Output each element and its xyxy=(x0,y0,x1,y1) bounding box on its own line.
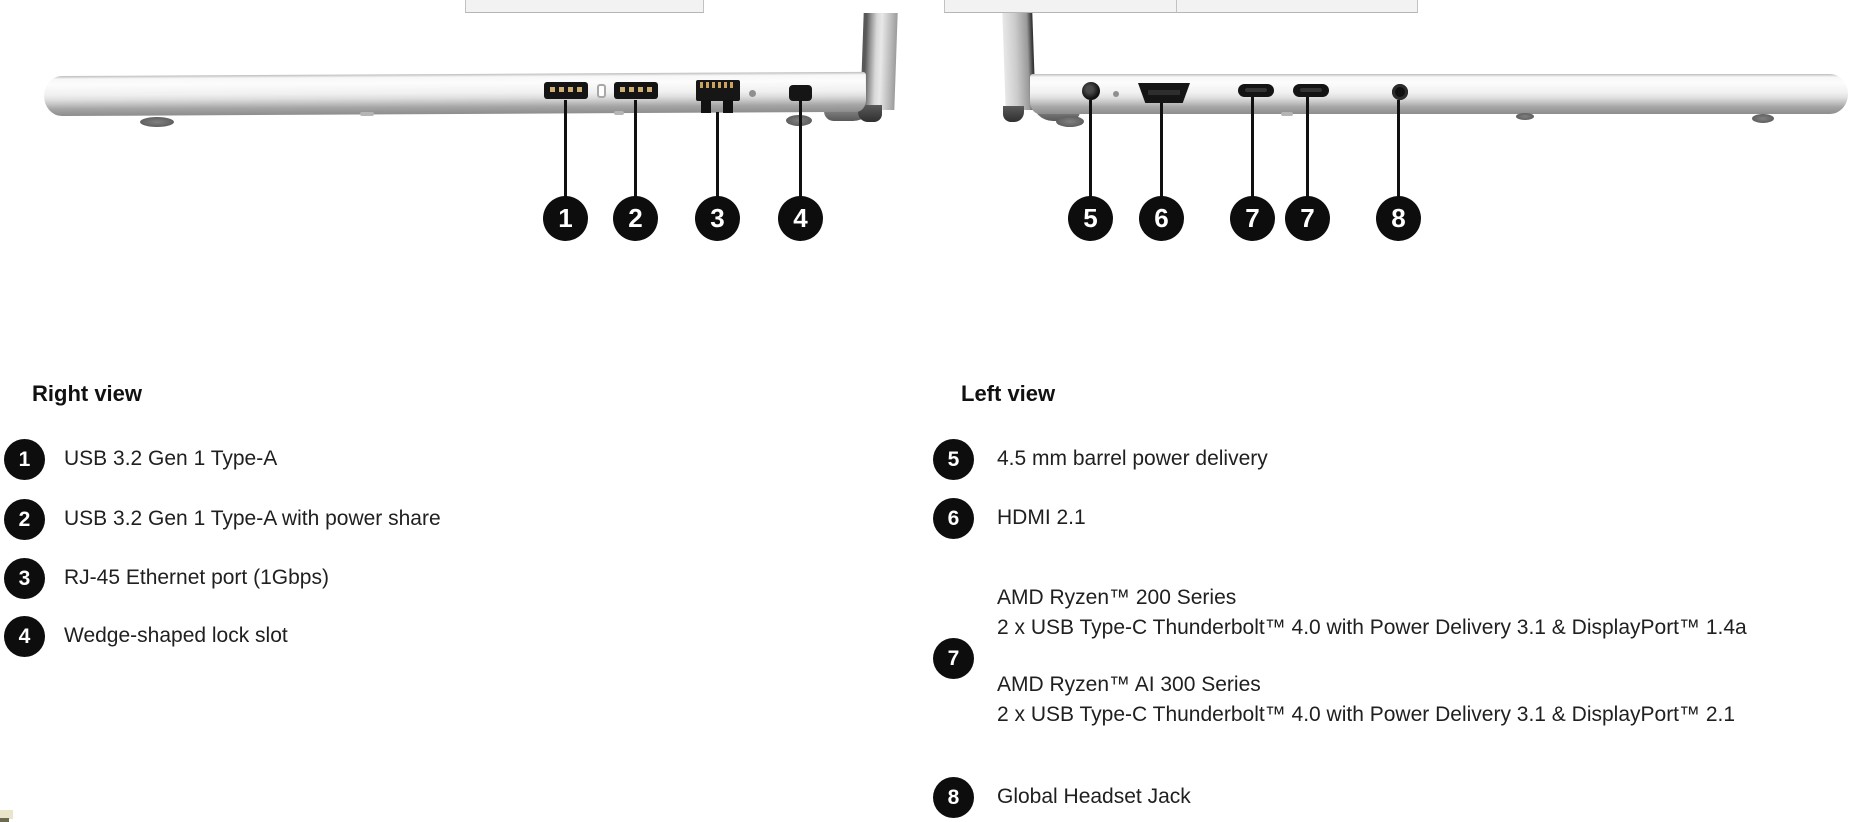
list-item xyxy=(933,438,1268,480)
rubber-foot xyxy=(1752,114,1774,123)
list-item xyxy=(4,438,277,480)
corner-artifact xyxy=(0,818,9,822)
bottom-detail xyxy=(360,112,374,116)
rubber-foot xyxy=(1056,116,1084,127)
barrel-power-port-icon xyxy=(1082,82,1100,100)
callout-line xyxy=(1089,100,1092,198)
item-label: 4.5 mm barrel power delivery xyxy=(997,447,1268,470)
callout-7b: 7 xyxy=(1285,196,1330,241)
powershare-battery-icon xyxy=(597,84,606,98)
rubber-foot xyxy=(140,117,174,127)
callout-line xyxy=(1251,97,1254,198)
usb-a-powershare-port-icon xyxy=(614,82,658,99)
item-label: Global Headset Jack xyxy=(997,785,1191,808)
rubber-foot xyxy=(1516,113,1534,120)
bottom-detail xyxy=(614,111,624,115)
item-label: USB 3.2 Gen 1 Type-A with power share xyxy=(64,507,441,530)
item-line: AMD Ryzen™ AI 300 Series xyxy=(997,673,1261,696)
right-view-title: Right view xyxy=(32,381,143,406)
headset-jack-icon xyxy=(1392,84,1408,100)
item-number-badge: 1 xyxy=(4,439,45,480)
usb-c-port-icon xyxy=(1293,84,1329,97)
callout-7a: 7 xyxy=(1230,196,1275,241)
list-item xyxy=(933,497,1086,539)
callout-8: 8 xyxy=(1376,196,1421,241)
callout-2: 2 xyxy=(613,196,658,241)
cropped-tile[interactable] xyxy=(465,0,704,13)
list-item xyxy=(4,498,441,540)
callout-line xyxy=(1306,97,1309,198)
list-item xyxy=(4,557,329,599)
item-label: HDMI 2.1 xyxy=(997,506,1086,529)
item-number-badge: 7 xyxy=(933,638,974,679)
hdmi-port-icon xyxy=(1138,83,1190,103)
item-label: RJ-45 Ethernet port (1Gbps) xyxy=(64,566,329,589)
callout-line xyxy=(1160,103,1163,198)
item-number-badge: 5 xyxy=(933,439,974,480)
usb-c-port-icon xyxy=(1238,84,1274,97)
rj45-ethernet-port-icon xyxy=(696,80,740,101)
item-number-badge: 4 xyxy=(4,616,45,657)
callout-3: 3 xyxy=(695,196,740,241)
item-line: 2 x USB Type-C Thunderbolt™ 4.0 with Power Delivery 3.1 & DisplayPort™ 1.4a xyxy=(997,616,1747,639)
callout-line xyxy=(1397,100,1400,198)
item-number-badge: 8 xyxy=(933,777,974,818)
list-item xyxy=(933,776,1191,818)
cropped-tile[interactable] xyxy=(1176,0,1418,13)
item-number-badge: 3 xyxy=(4,558,45,599)
callout-4: 4 xyxy=(778,196,823,241)
left-view-title: Left view xyxy=(961,381,1056,406)
item-label-multiline xyxy=(997,583,1747,730)
wedge-lock-slot-icon xyxy=(789,85,812,101)
item-number-badge: 6 xyxy=(933,498,974,539)
bottom-detail xyxy=(1281,112,1293,116)
usb-a-port-icon xyxy=(544,82,588,99)
list-item xyxy=(4,615,288,657)
callout-line xyxy=(564,100,567,198)
callout-1: 1 xyxy=(543,196,588,241)
pinhole-icon xyxy=(1113,91,1119,97)
item-line: AMD Ryzen™ 200 Series xyxy=(997,586,1237,609)
item-number-badge: 2 xyxy=(4,499,45,540)
callout-line xyxy=(634,100,637,198)
callout-line xyxy=(799,100,802,198)
pinhole-icon xyxy=(749,90,756,97)
callout-line xyxy=(716,112,719,198)
callout-6: 6 xyxy=(1139,196,1184,241)
item-label: USB 3.2 Gen 1 Type-A xyxy=(64,447,278,470)
callout-5: 5 xyxy=(1068,196,1113,241)
lid-foot xyxy=(1003,106,1024,122)
cropped-tile[interactable] xyxy=(944,0,1177,13)
item-line: 2 x USB Type-C Thunderbolt™ 4.0 with Power Delivery 3.1 & DisplayPort™ 2.1 xyxy=(997,703,1736,726)
item-label: Wedge-shaped lock slot xyxy=(64,624,288,647)
laptop-body xyxy=(44,72,866,116)
